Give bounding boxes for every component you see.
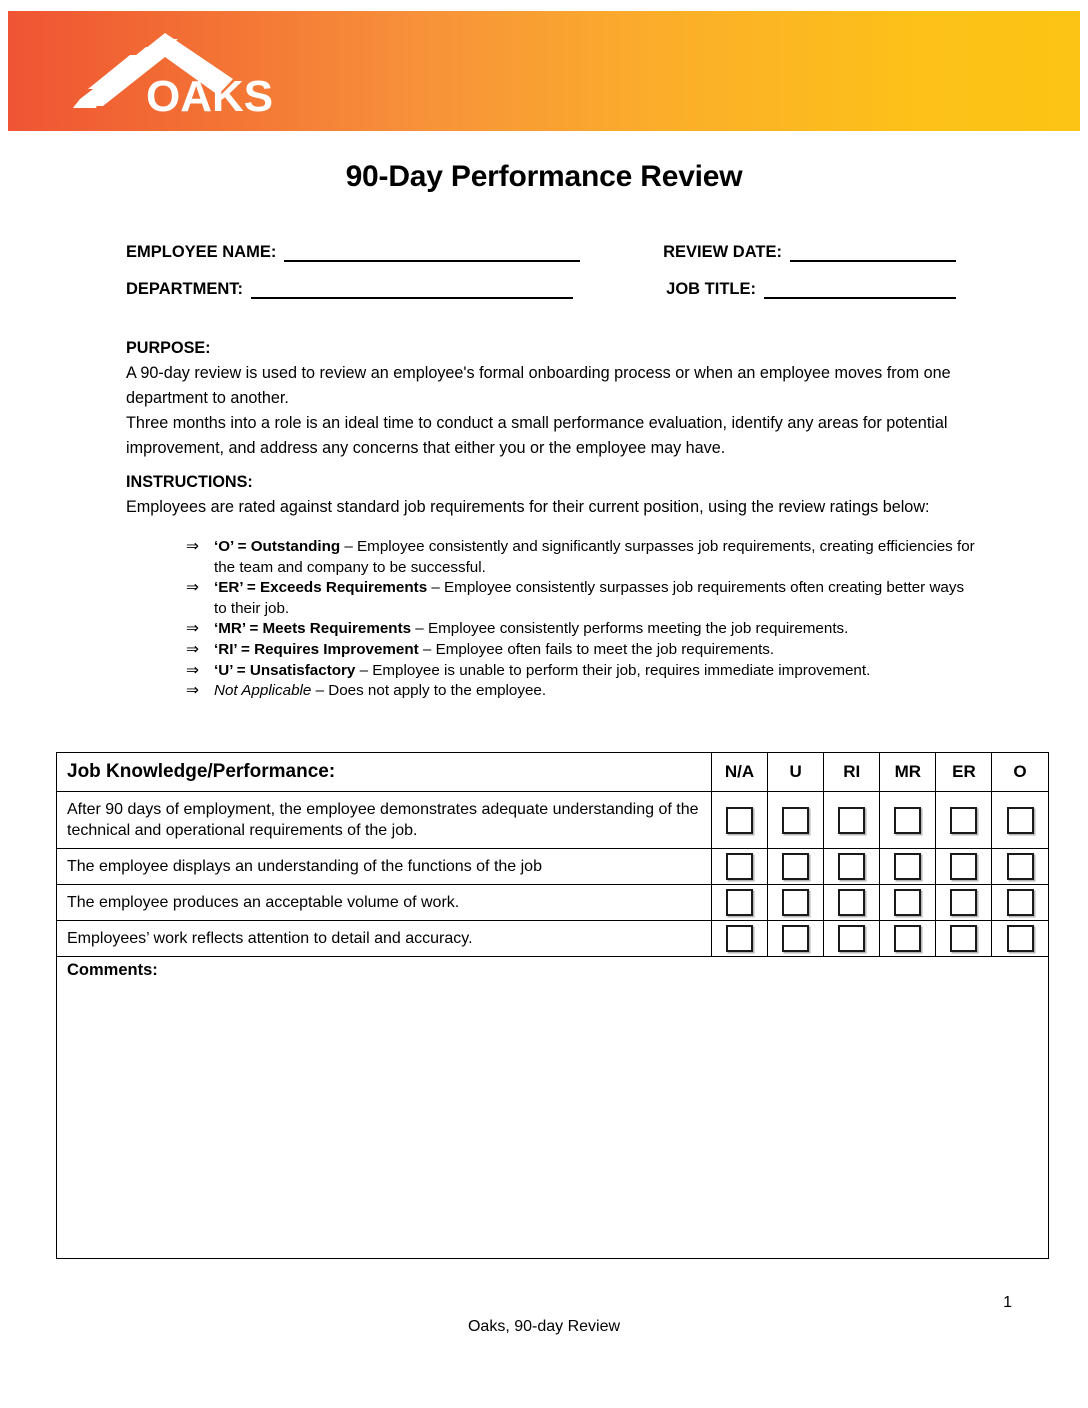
rating-description: – Employee consistently surpasses job requirements often creating better ways to their job.: [214, 579, 965, 617]
rating-term: ‘O’ = Outstanding: [214, 538, 341, 555]
rating-cell-ri[interactable]: [824, 921, 880, 957]
checkbox[interactable]: [838, 889, 865, 916]
purpose-paragraph-2: Three months into a role is an ideal time to conduct a small performance evaluation, identify any areas for potential improvement, and address any concerns that either you or the employee may have.: [126, 414, 948, 457]
checkbox[interactable]: [894, 807, 921, 834]
double-arrow-icon: ⇒: [186, 661, 199, 679]
logo-wordmark: OAKS: [146, 72, 274, 121]
column-header-na: N/A: [712, 753, 768, 792]
purpose-section: [126, 336, 958, 461]
rating-definition: [214, 640, 976, 661]
review-date-field[interactable]: [663, 242, 956, 262]
rating-cell-u[interactable]: [768, 885, 824, 921]
job-knowledge-rating-table: [56, 752, 1049, 1259]
department-field[interactable]: [126, 279, 643, 299]
review-date-label: REVIEW DATE:: [663, 243, 782, 261]
checkbox[interactable]: [1007, 807, 1034, 834]
rating-cell-o[interactable]: [992, 849, 1048, 885]
checkbox[interactable]: [950, 925, 977, 952]
rating-definitions-list: [186, 537, 976, 702]
criterion-prompt: The employee displays an understanding of the functions of the job: [57, 849, 712, 885]
rating-description: – Does not apply to the employee.: [311, 682, 547, 700]
checkbox[interactable]: [726, 925, 753, 952]
instructions-section: [126, 470, 958, 520]
employee-name-input[interactable]: [284, 243, 580, 262]
comments-row: [57, 986, 1049, 1259]
rating-cell-ri[interactable]: [824, 885, 880, 921]
rating-cell-u[interactable]: [768, 849, 824, 885]
rating-cell-na[interactable]: [712, 792, 768, 849]
rating-cell-er[interactable]: [936, 849, 992, 885]
job-title-label: JOB TITLE:: [666, 280, 756, 298]
checkbox[interactable]: [1007, 889, 1034, 916]
purpose-paragraph-1: A 90-day review is used to review an employee's formal onboarding process or when an employee moves from one department to another.: [126, 364, 951, 407]
list-item: [186, 661, 976, 682]
rating-cell-mr[interactable]: [880, 885, 936, 921]
employee-name-label: EMPLOYEE NAME:: [126, 243, 277, 261]
rating-cell-er[interactable]: [936, 885, 992, 921]
double-arrow-icon: ⇒: [186, 640, 199, 658]
rating-cell-er[interactable]: [936, 921, 992, 957]
list-item: [186, 578, 976, 619]
criterion-prompt: After 90 days of employment, the employee demonstrates adequate understanding of the technical and operational requirements of the job.: [57, 792, 712, 849]
field-row-1: [126, 238, 956, 262]
rating-definition: [214, 619, 976, 640]
rating-cell-na[interactable]: [712, 849, 768, 885]
field-row-2: [126, 275, 956, 299]
table-section-heading: Job Knowledge/Performance:: [57, 753, 712, 792]
checkbox[interactable]: [838, 853, 865, 880]
rating-cell-o[interactable]: [992, 921, 1048, 957]
checkbox[interactable]: [894, 889, 921, 916]
rating-definition: [214, 661, 976, 682]
checkbox[interactable]: [782, 889, 809, 916]
job-title-field[interactable]: [666, 279, 956, 299]
checkbox[interactable]: [782, 807, 809, 834]
rating-cell-er[interactable]: [936, 792, 992, 849]
criterion-prompt: Employees’ work reflects attention to detail and accuracy.: [57, 921, 712, 957]
rating-cell-u[interactable]: [768, 792, 824, 849]
checkbox[interactable]: [894, 925, 921, 952]
table-row: [57, 792, 1049, 849]
rating-cell-ri[interactable]: [824, 849, 880, 885]
checkbox[interactable]: [726, 807, 753, 834]
double-arrow-icon: ⇒: [186, 579, 199, 597]
checkbox[interactable]: [950, 889, 977, 916]
employee-name-field[interactable]: [126, 242, 640, 262]
checkbox[interactable]: [1007, 925, 1034, 952]
rating-term: Not Applicable: [214, 682, 312, 700]
brand-header-band: [8, 11, 1080, 131]
list-item: [186, 681, 976, 702]
review-date-input[interactable]: [790, 243, 956, 262]
column-header-er: ER: [936, 753, 992, 792]
rating-term: ‘ER’ = Exceeds Requirements: [214, 579, 428, 597]
checkbox[interactable]: [782, 853, 809, 880]
comments-textarea[interactable]: [57, 986, 1049, 1259]
rating-description: – Employee consistently performs meeting the job requirements.: [411, 620, 849, 638]
page-number: 1: [1003, 1294, 1012, 1311]
rating-term: ‘MR’ = Meets Requirements: [214, 620, 412, 638]
double-arrow-icon: ⇒: [186, 682, 199, 700]
list-item: [186, 640, 976, 661]
checkbox[interactable]: [894, 853, 921, 880]
column-header-o: O: [992, 753, 1048, 792]
rating-term: ‘RI’ = Requires Improvement: [214, 640, 419, 658]
instructions-paragraph: Employees are rated against standard job requirements for their current position, using the review ratings below:: [126, 498, 930, 516]
table-header-row: [57, 753, 1049, 792]
checkbox[interactable]: [1007, 853, 1034, 880]
rating-cell-o[interactable]: [992, 885, 1048, 921]
rating-cell-na[interactable]: [712, 885, 768, 921]
rating-cell-o[interactable]: [992, 792, 1048, 849]
table-row: [57, 921, 1049, 957]
rating-cell-mr[interactable]: [880, 792, 936, 849]
checkbox[interactable]: [726, 889, 753, 916]
criterion-prompt: The employee produces an acceptable volume of work.: [57, 885, 712, 921]
checkbox[interactable]: [838, 807, 865, 834]
column-header-mr: MR: [880, 753, 936, 792]
employee-identity-fields: [126, 238, 956, 312]
rating-cell-mr[interactable]: [880, 921, 936, 957]
table-row: [57, 885, 1049, 921]
rating-description: – Employee is unable to perform their job, requires immediate improvement.: [355, 661, 871, 679]
checkbox[interactable]: [950, 853, 977, 880]
rating-cell-u[interactable]: [768, 921, 824, 957]
department-label: DEPARTMENT:: [126, 280, 244, 298]
checkbox[interactable]: [950, 807, 977, 834]
instructions-heading: INSTRUCTIONS:: [126, 473, 253, 491]
comments-label-row: [57, 957, 1049, 987]
rating-description: – Employee consistently and significantly surpasses job requirements, creating efficiencies for the team and company to be successful.: [214, 538, 975, 576]
checkbox[interactable]: [838, 925, 865, 952]
page-title: 90-Day Performance Review: [345, 160, 743, 193]
comments-label: Comments:: [57, 957, 1049, 987]
rating-cell-mr[interactable]: [880, 849, 936, 885]
footer-text: Oaks, 90-day Review: [467, 1318, 621, 1335]
double-arrow-icon: ⇒: [186, 620, 199, 638]
double-arrow-icon: ⇒: [186, 538, 199, 555]
oaks-roof-logo-icon: [68, 29, 288, 121]
job-title-input[interactable]: [764, 280, 956, 299]
rating-definition: [214, 681, 976, 702]
rating-cell-na[interactable]: [712, 921, 768, 957]
department-input[interactable]: [251, 280, 573, 299]
checkbox[interactable]: [726, 853, 753, 880]
rating-term: ‘U’ = Unsatisfactory: [214, 661, 356, 679]
rating-description: – Employee often fails to meet the job requirements.: [418, 640, 775, 658]
list-item: [186, 537, 976, 578]
rating-definition: [214, 537, 976, 578]
list-item: [186, 619, 976, 640]
rating-cell-ri[interactable]: [824, 792, 880, 849]
column-header-ri: RI: [824, 753, 880, 792]
table-row: [57, 849, 1049, 885]
column-header-u: U: [768, 753, 824, 792]
checkbox[interactable]: [782, 925, 809, 952]
purpose-heading: PURPOSE:: [126, 339, 211, 357]
rating-definition: [214, 578, 976, 619]
